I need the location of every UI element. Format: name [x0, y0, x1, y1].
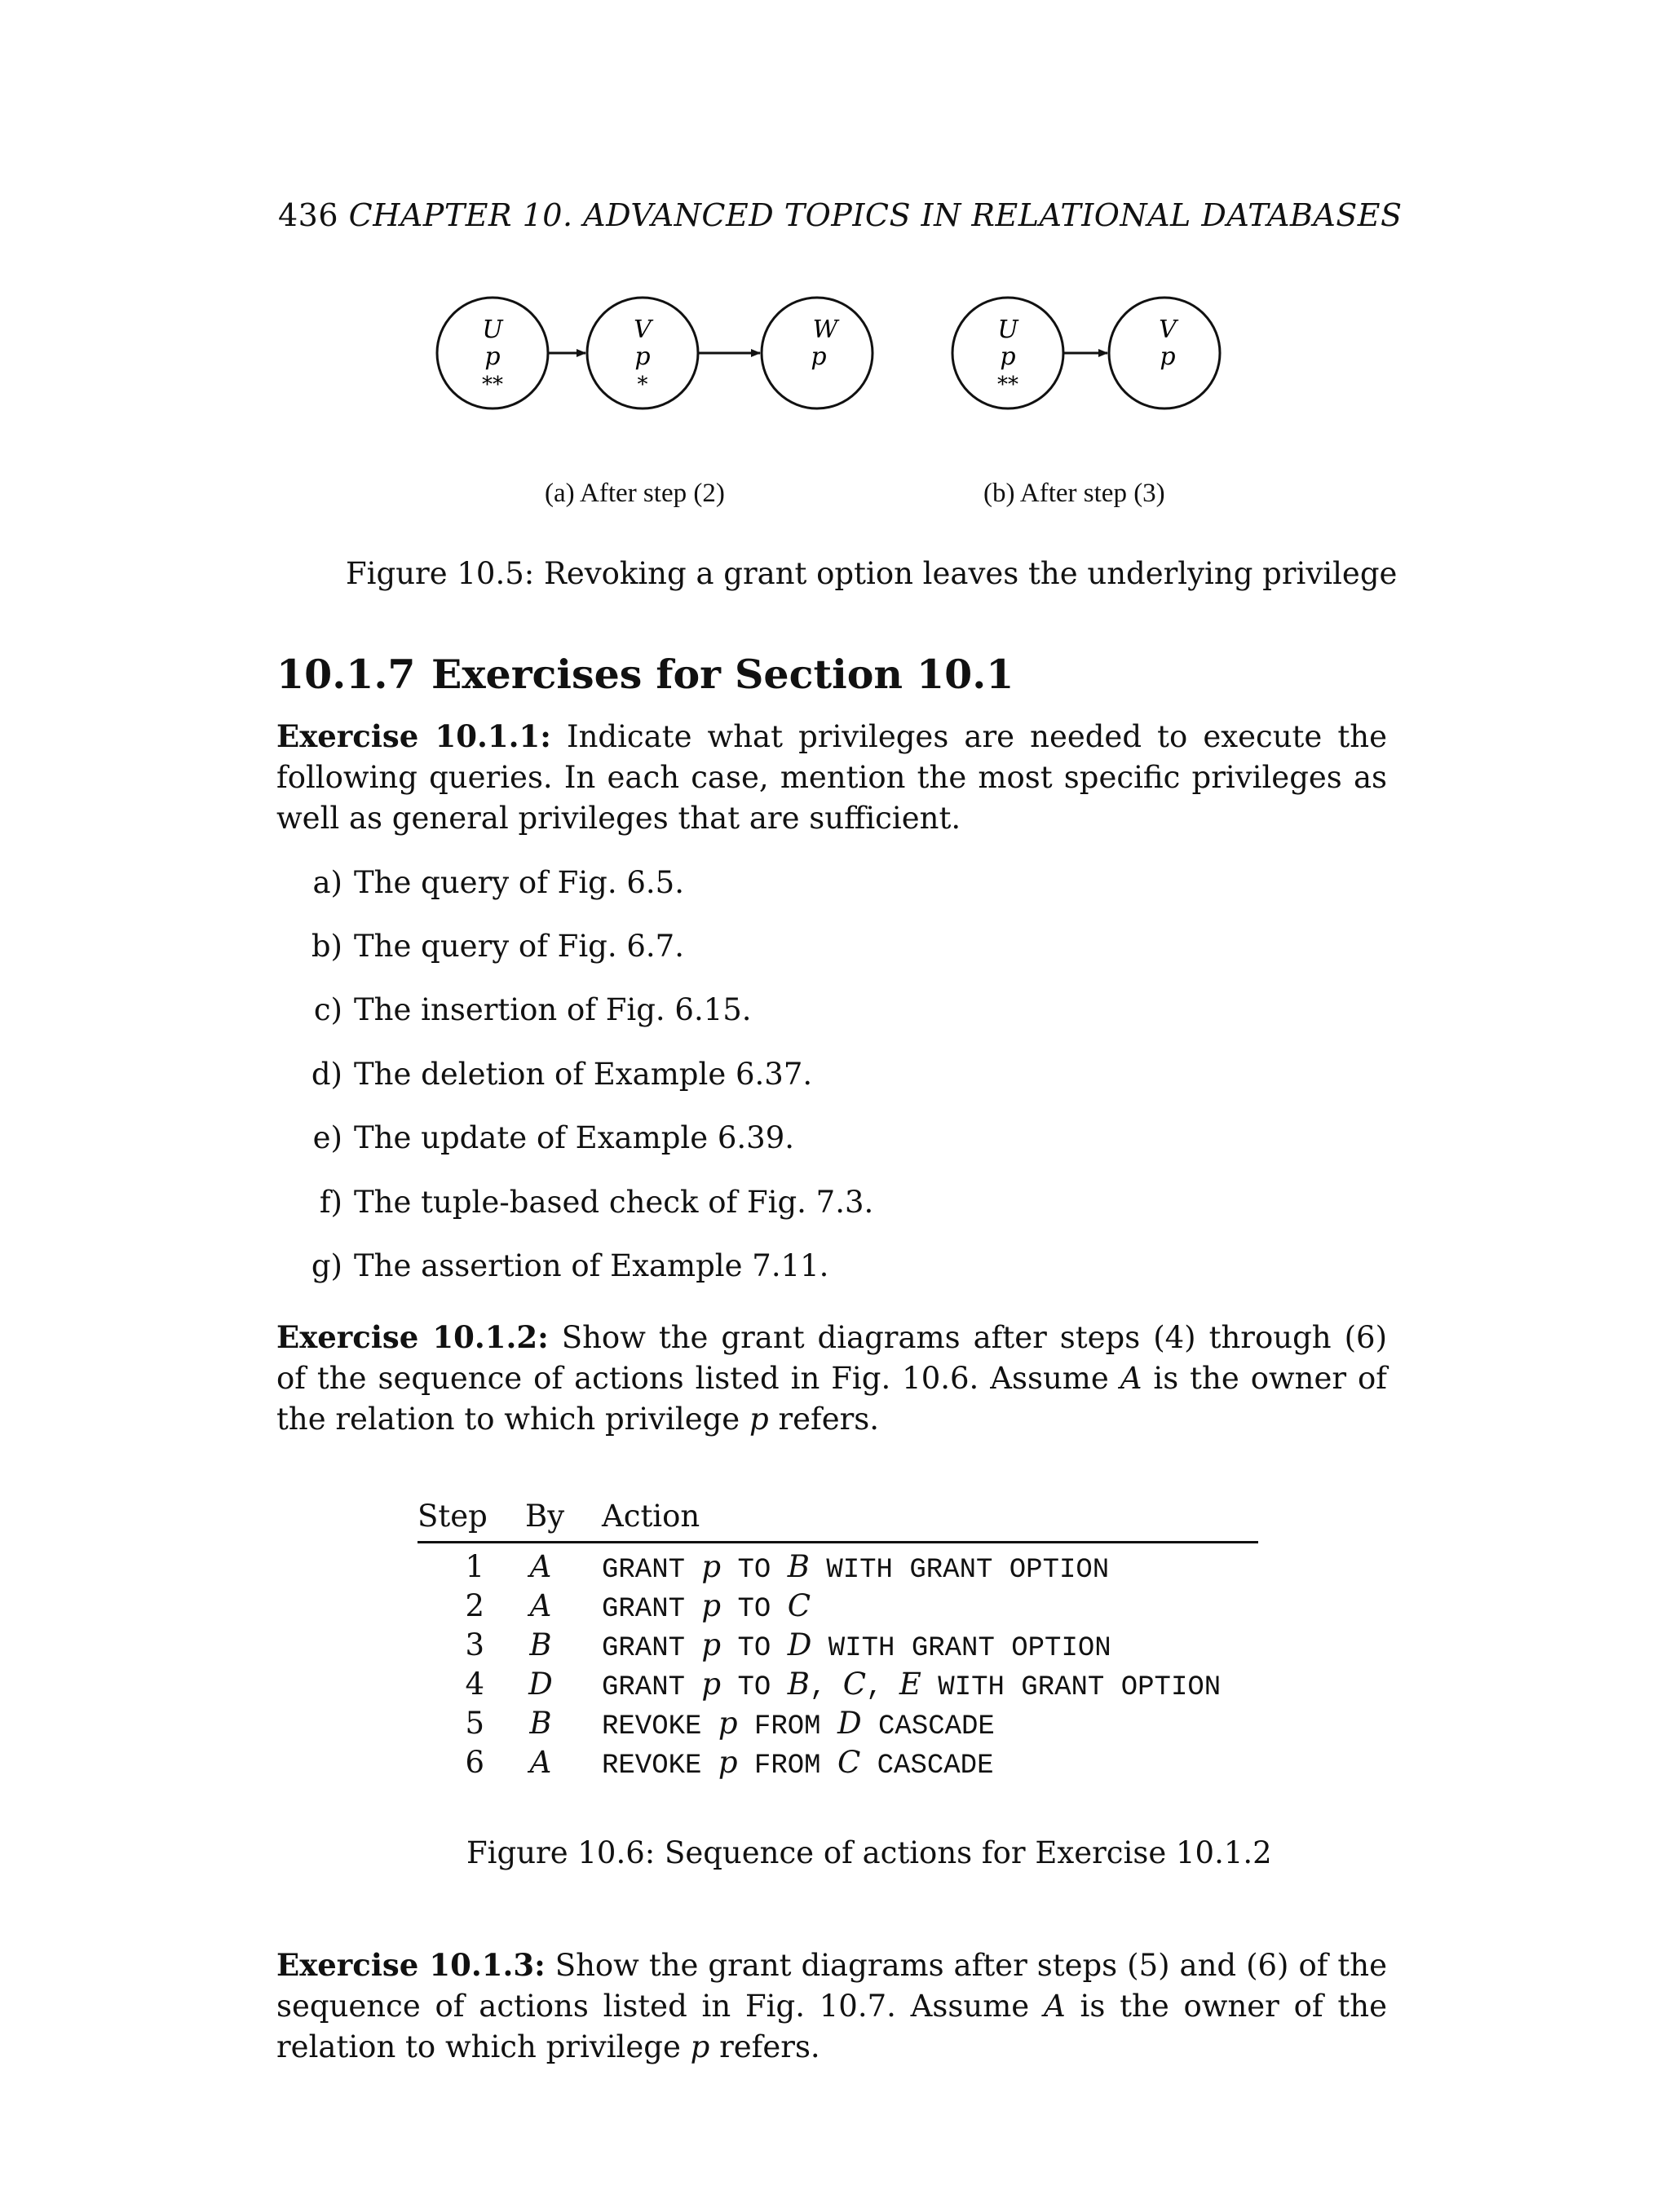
figure-10-6-caption: Figure 10.6: Sequence of actions for Exercise 10.1.2: [466, 1835, 1272, 1870]
action-keyword: TO: [721, 1555, 788, 1586]
action-keyword: REVOKE: [602, 1711, 718, 1742]
table-row: [418, 1667, 1258, 1706]
node-b-1-mark: **: [997, 373, 1018, 397]
action-variable: B: [787, 1667, 810, 1702]
list-item: g) The assertion of Example 7.11.: [311, 1248, 829, 1283]
exercise-label: Exercise 10.1.1:: [276, 718, 551, 754]
action-variable: C: [837, 1745, 861, 1780]
diagram-b-caption: (b) After step (3): [983, 479, 1165, 508]
node-a-1-priv: p: [484, 342, 501, 371]
section-title: Exercises for Section 10.1: [431, 651, 1014, 698]
diagram-a: [437, 298, 873, 408]
figure-10-5-caption: Figure 10.5: Revoking a grant option leaves the underlying privilege: [346, 556, 1398, 591]
node-b-2-priv: p: [1160, 342, 1176, 371]
exercise-10-1-3: Exercise 10.1.3: Show the grant diagrams after steps (5) and (6) of the sequence of actions listed in Fig. 10.7. Assume A is the owner of the relation to which privilege p refers.: [276, 1947, 1388, 2064]
action-keyword: ,: [809, 1672, 843, 1703]
action-variable: p: [701, 1549, 722, 1584]
table-row: [418, 1745, 1258, 1784]
exercise-10-1-1: [276, 716, 1387, 839]
diagram-b: [952, 298, 1220, 408]
list-item: e) The update of Example 6.39.: [312, 1120, 795, 1155]
column-header-by: By: [525, 1499, 565, 1534]
cell-by: A: [529, 1745, 552, 1780]
header-rule: [418, 1541, 1258, 1543]
cell-by: B: [529, 1627, 552, 1662]
figure-10-5-diagram: [0, 0, 1670, 571]
list-item: b) The query of Fig. 6.7.: [311, 929, 684, 964]
list-item: f) The tuple-based check of Fig. 7.3.: [319, 1185, 874, 1220]
cell-action: [602, 1745, 993, 1782]
column-header-action: Action: [602, 1499, 700, 1534]
node-a-1-mark: **: [482, 373, 503, 397]
exercise-text: Indicate what privileges are needed to execute the following queries. In each case, mention the most specific privileges as well as general privileges that are sufficient.: [276, 719, 1387, 836]
action-variable: C: [787, 1588, 811, 1623]
table-row: [418, 1588, 1258, 1627]
action-keyword: WITH GRANT OPTION: [811, 1633, 1111, 1664]
cell-action: [602, 1667, 1221, 1703]
cell-step: 6: [465, 1745, 484, 1780]
cell-by: A: [529, 1549, 552, 1584]
action-keyword: CASCADE: [861, 1711, 995, 1742]
node-a-2-priv: p: [634, 342, 651, 371]
action-variable: E: [899, 1667, 921, 1702]
action-variable: p: [701, 1667, 722, 1702]
action-variable: p: [701, 1588, 722, 1623]
exercise-label: Exercise 10.1.3:: [276, 1947, 546, 1983]
cell-by: B: [529, 1706, 552, 1741]
action-keyword: TO: [721, 1672, 788, 1703]
cell-step: 3: [465, 1627, 484, 1662]
action-keyword: WITH GRANT OPTION: [809, 1555, 1110, 1586]
action-keyword: GRANT: [602, 1594, 702, 1625]
action-keyword: TO: [721, 1594, 788, 1625]
cell-action: [602, 1588, 811, 1625]
action-keyword: FROM: [737, 1711, 837, 1742]
chapter-title: CHAPTER 10. ADVANCED TOPICS IN RELATIONAL DATABASES: [348, 197, 1403, 233]
action-variable: p: [701, 1627, 722, 1662]
node-b-2-user: V: [1159, 316, 1177, 344]
action-variable: B: [787, 1549, 810, 1584]
exercise-label: Exercise 10.1.2:: [276, 1319, 549, 1355]
action-keyword: WITH GRANT OPTION: [921, 1672, 1222, 1703]
action-keyword: REVOKE: [602, 1751, 718, 1782]
action-keyword: GRANT: [602, 1555, 702, 1586]
column-header-step: Step: [418, 1499, 488, 1534]
table-row: [418, 1549, 1258, 1588]
action-keyword: CASCADE: [860, 1751, 994, 1782]
action-keyword: TO: [721, 1633, 788, 1664]
exercise-10-1-2: Exercise 10.1.2: Show the grant diagrams after steps (4) through (6) of the sequence of actions listed in Fig. 10.6. Assume A is the owner of the relation to which privilege p refers.: [276, 1319, 1388, 1437]
node-b-1-user: U: [997, 316, 1018, 344]
cell-step: 2: [465, 1588, 484, 1623]
action-keyword: FROM: [737, 1751, 837, 1782]
node-b-1-priv: p: [1000, 342, 1016, 371]
node-a-2-user: V: [634, 316, 652, 344]
cell-by: D: [528, 1667, 553, 1702]
node-a-1-user: U: [482, 316, 503, 344]
cell-step: 4: [465, 1667, 484, 1702]
list-item: d) The deletion of Example 6.37.: [311, 1057, 813, 1092]
cell-action: [602, 1549, 1109, 1586]
cell-by: A: [529, 1588, 552, 1623]
cell-action: [602, 1627, 1111, 1664]
node-a-3-user: W: [812, 316, 838, 344]
diagram-a-caption: (a) After step (2): [545, 479, 725, 508]
page-number: 436: [278, 197, 339, 233]
action-variable: D: [787, 1627, 812, 1662]
list-item: c) The insertion of Fig. 6.15.: [313, 992, 752, 1027]
action-variable: C: [842, 1667, 867, 1702]
cell-step: 1: [465, 1549, 484, 1584]
section-heading: [276, 651, 1014, 698]
cell-action: [602, 1706, 995, 1742]
cell-step: 5: [465, 1706, 484, 1741]
section-number: 10.1.7: [276, 651, 416, 698]
table-row: [418, 1627, 1258, 1667]
action-variable: p: [718, 1706, 738, 1741]
action-variable: D: [837, 1706, 862, 1741]
node-a-3-priv: p: [811, 342, 827, 371]
node-a-2-mark: *: [637, 373, 648, 397]
action-keyword: ,: [866, 1672, 899, 1703]
table-row: [418, 1706, 1258, 1745]
action-keyword: GRANT: [602, 1633, 702, 1664]
list-item: a) The query of Fig. 6.5.: [312, 865, 684, 900]
action-keyword: GRANT: [602, 1672, 702, 1703]
action-variable: p: [718, 1745, 738, 1780]
